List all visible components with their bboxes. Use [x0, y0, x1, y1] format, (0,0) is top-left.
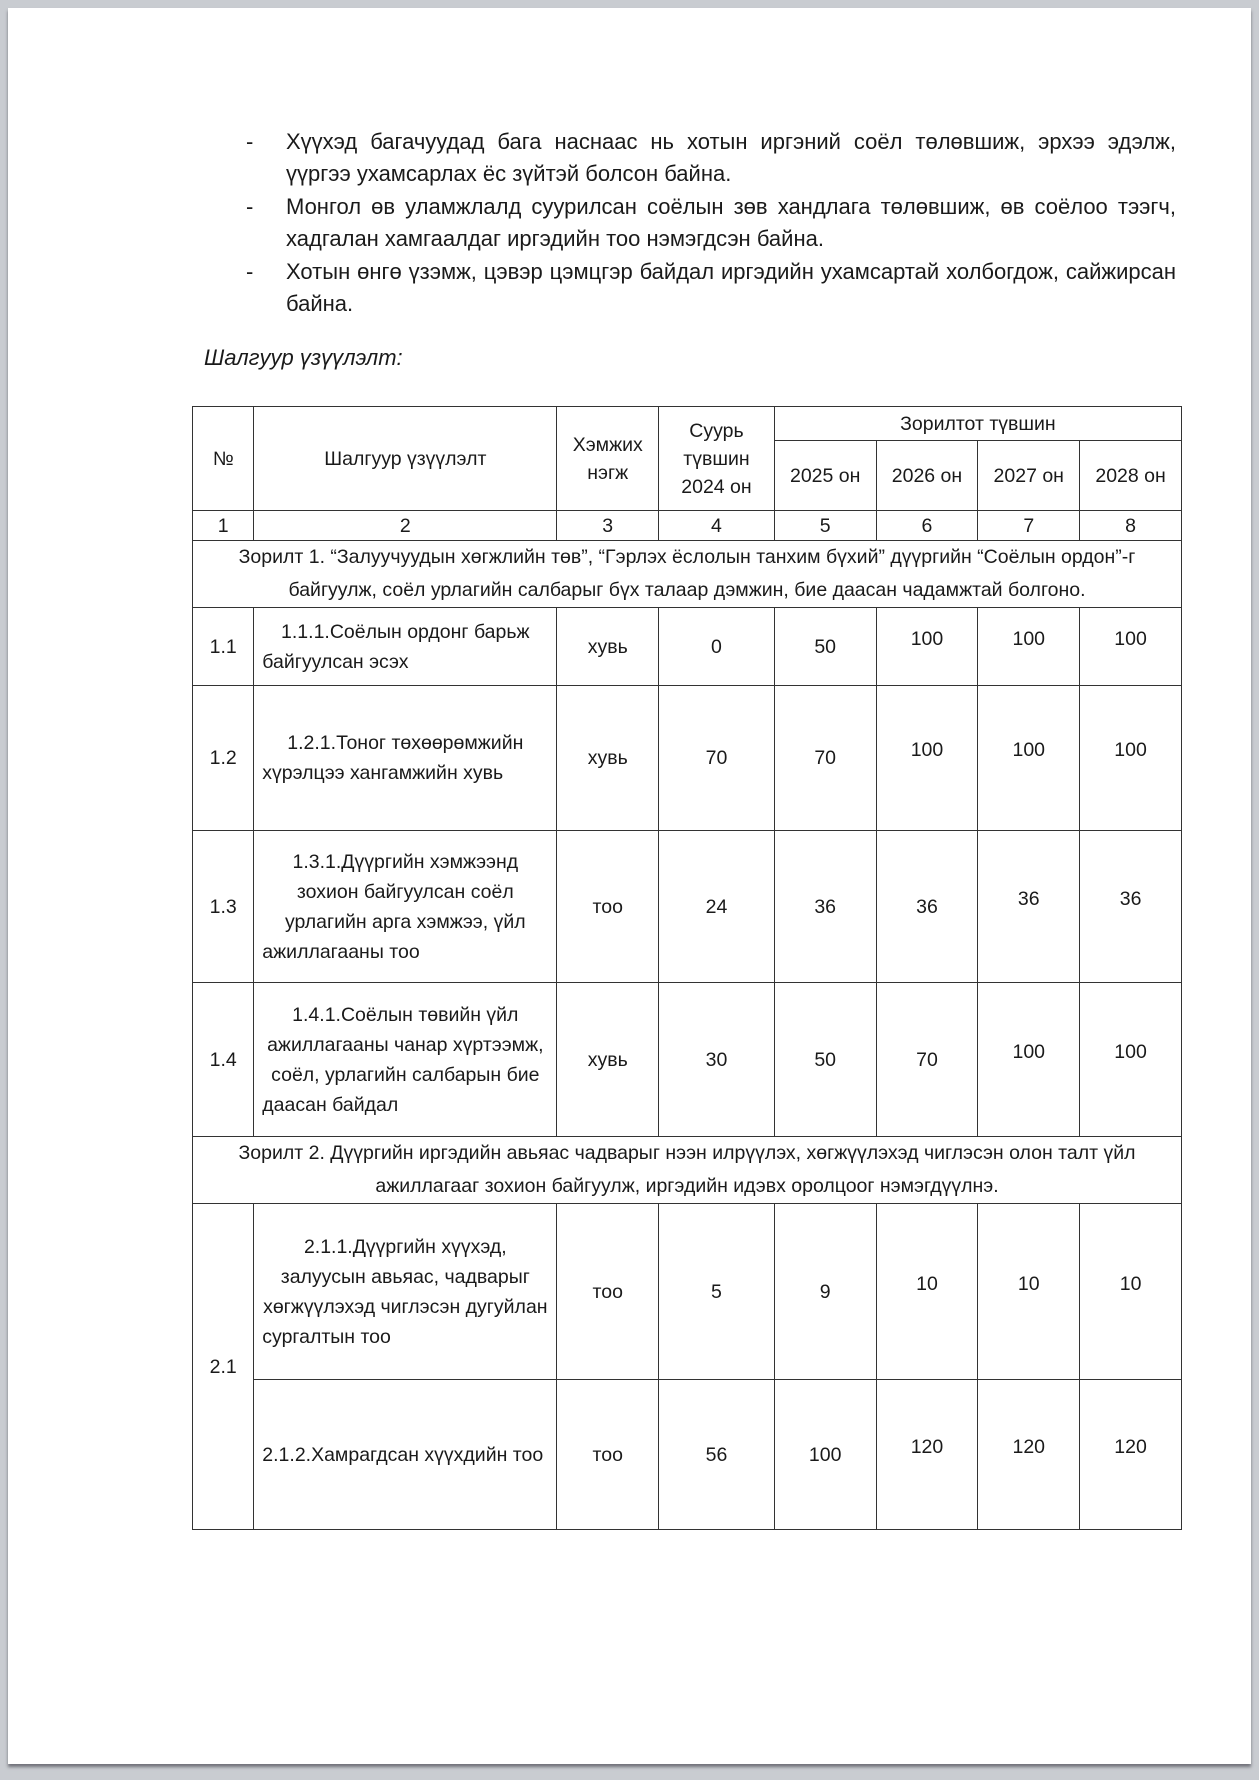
header-indicator: Шалгуур үзүүлэлт — [254, 407, 557, 511]
header-target-level: Зорилтот түвшин — [774, 407, 1181, 441]
row-number: 1.3 — [193, 831, 254, 983]
document-page — [8, 8, 1251, 1764]
target-2026: 36 — [876, 831, 978, 983]
unit: хувь — [557, 608, 659, 686]
target-2027: 100 — [978, 686, 1080, 831]
baseline-value: 5 — [659, 1204, 775, 1380]
indicator-name: 2.1.1.Дүүргийн хүүхэд, залуусын авьяас, чадварыг хөгжүүлэхэд чиглэсэн дугуйлан сургалтын тоо — [254, 1204, 557, 1380]
column-number: 8 — [1080, 511, 1182, 541]
bullet-item — [246, 126, 1176, 190]
criteria-table — [192, 406, 1182, 1530]
table-row — [193, 686, 1182, 831]
header-baseline: Суурь түвшин 2024 он — [659, 407, 775, 511]
target-2027: 36 — [978, 831, 1080, 983]
header-no: № — [193, 407, 254, 511]
row-number: 1.4 — [193, 983, 254, 1137]
column-number: 7 — [978, 511, 1080, 541]
header-year-2025: 2025 он — [774, 441, 876, 511]
goal-row — [193, 1137, 1182, 1204]
target-2025: 100 — [774, 1380, 876, 1530]
table-row — [193, 1380, 1182, 1530]
column-number: 2 — [254, 511, 557, 541]
unit: тоо — [557, 1380, 659, 1530]
header-year-2028: 2028 он — [1080, 441, 1182, 511]
target-2026: 70 — [876, 983, 978, 1137]
header-unit: Хэмжих нэгж — [557, 407, 659, 511]
goal-2-text: Зорилт 2. Дүүргийн иргэдийн авьяас чадварыг нээн илрүүлэх, хөгжүүлэхэд чиглэсэн олон талт үйл ажиллагааг зохион байгуулж, иргэдийн идэвх оролцоог нэмэгдүүлнэ. — [193, 1137, 1182, 1204]
row-number: 2.1 — [193, 1204, 254, 1530]
baseline-value: 24 — [659, 831, 775, 983]
target-2028: 36 — [1080, 831, 1182, 983]
target-2025: 36 — [774, 831, 876, 983]
row-number: 1.2 — [193, 686, 254, 831]
bullet-dash: - — [246, 194, 254, 219]
target-2028: 100 — [1080, 686, 1182, 831]
target-2025: 50 — [774, 983, 876, 1137]
header-year-2026: 2026 он — [876, 441, 978, 511]
target-2028: 120 — [1080, 1380, 1182, 1530]
target-2027: 120 — [978, 1380, 1080, 1530]
column-number: 6 — [876, 511, 978, 541]
criteria-heading: Шалгуур үзүүлэлт: — [204, 345, 403, 370]
target-2025: 50 — [774, 608, 876, 686]
bullet-text: Монгол өв уламжлалд суурилсан соёлын зөв хандлага төлөвшиж, өв соёлоо тээгч, хадгалан хамгаалдаг иргэдийн тоо нэмэгдсэн байна. — [286, 194, 1176, 251]
target-2028: 100 — [1080, 608, 1182, 686]
target-2025: 70 — [774, 686, 876, 831]
goal-row — [193, 541, 1182, 608]
bullet-dash: - — [246, 259, 254, 284]
target-2025: 9 — [774, 1204, 876, 1380]
goal-1-text: Зорилт 1. “Залуучуудын хөгжлийн төв”, “Гэрлэх ёслолын танхим бүхий” дүүргийн “Соёлын ордон”-г байгуулж, соёл урлагийн салбарыг бүх талаар дэмжин, бие даасан чадамжтай болгоно. — [193, 541, 1182, 608]
baseline-value: 0 — [659, 608, 775, 686]
row-number: 1.1 — [193, 608, 254, 686]
baseline-value: 70 — [659, 686, 775, 831]
indicator-name: 1.4.1.Соёлын төвийн үйл ажиллагааны чанар хүртээмж, соёл, урлагийн салбарын бие даасан байдал — [254, 983, 557, 1137]
table-row — [193, 983, 1182, 1137]
unit: хувь — [557, 983, 659, 1137]
unit: хувь — [557, 686, 659, 831]
bullet-text: Хотын өнгө үзэмж, цэвэр цэмцгэр байдал иргэдийн ухамсартай холбогдож, сайжирсан байна. — [286, 259, 1176, 316]
target-2027: 10 — [978, 1204, 1080, 1380]
target-2026: 100 — [876, 608, 978, 686]
unit: тоо — [557, 831, 659, 983]
baseline-value: 56 — [659, 1380, 775, 1530]
header-year-2027: 2027 он — [978, 441, 1080, 511]
baseline-value: 30 — [659, 983, 775, 1137]
target-2026: 10 — [876, 1204, 978, 1380]
bullet-item — [246, 191, 1176, 255]
column-number: 1 — [193, 511, 254, 541]
target-2026: 100 — [876, 686, 978, 831]
table-row — [193, 1204, 1182, 1380]
target-2027: 100 — [978, 608, 1080, 686]
target-2027: 100 — [978, 983, 1080, 1137]
table-row — [193, 831, 1182, 983]
column-number-row — [193, 511, 1182, 541]
table-row — [193, 608, 1182, 686]
indicator-name: 1.1.1.Соёлын ордонг барьж байгуулсан эсэх — [254, 608, 557, 686]
bullet-text: Хүүхэд багачуудад бага наснаас нь хотын иргэний соёл төлөвшиж, эрхээ эдэлж, үүргээ ухамсарлах ёс зүйтэй болсон байна. — [286, 129, 1176, 186]
column-number: 3 — [557, 511, 659, 541]
indicator-name: 2.1.2.Хамрагдсан хүүхдийн тоо — [254, 1380, 557, 1530]
indicator-name: 1.3.1.Дүүргийн хэмжээнд зохион байгуулсан соёл урлагийн арга хэмжээ, үйл ажиллагааны тоо — [254, 831, 557, 983]
target-2026: 120 — [876, 1380, 978, 1530]
unit: тоо — [557, 1204, 659, 1380]
column-number: 4 — [659, 511, 775, 541]
bullet-dash: - — [246, 129, 254, 154]
column-number: 5 — [774, 511, 876, 541]
bullet-item — [246, 256, 1176, 320]
indicator-name: 1.2.1.Тоног төхөөрөмжийн хүрэлцээ хангамжийн хувь — [254, 686, 557, 831]
outcome-bullet-list — [246, 126, 1176, 321]
target-2028: 100 — [1080, 983, 1182, 1137]
target-2028: 10 — [1080, 1204, 1182, 1380]
